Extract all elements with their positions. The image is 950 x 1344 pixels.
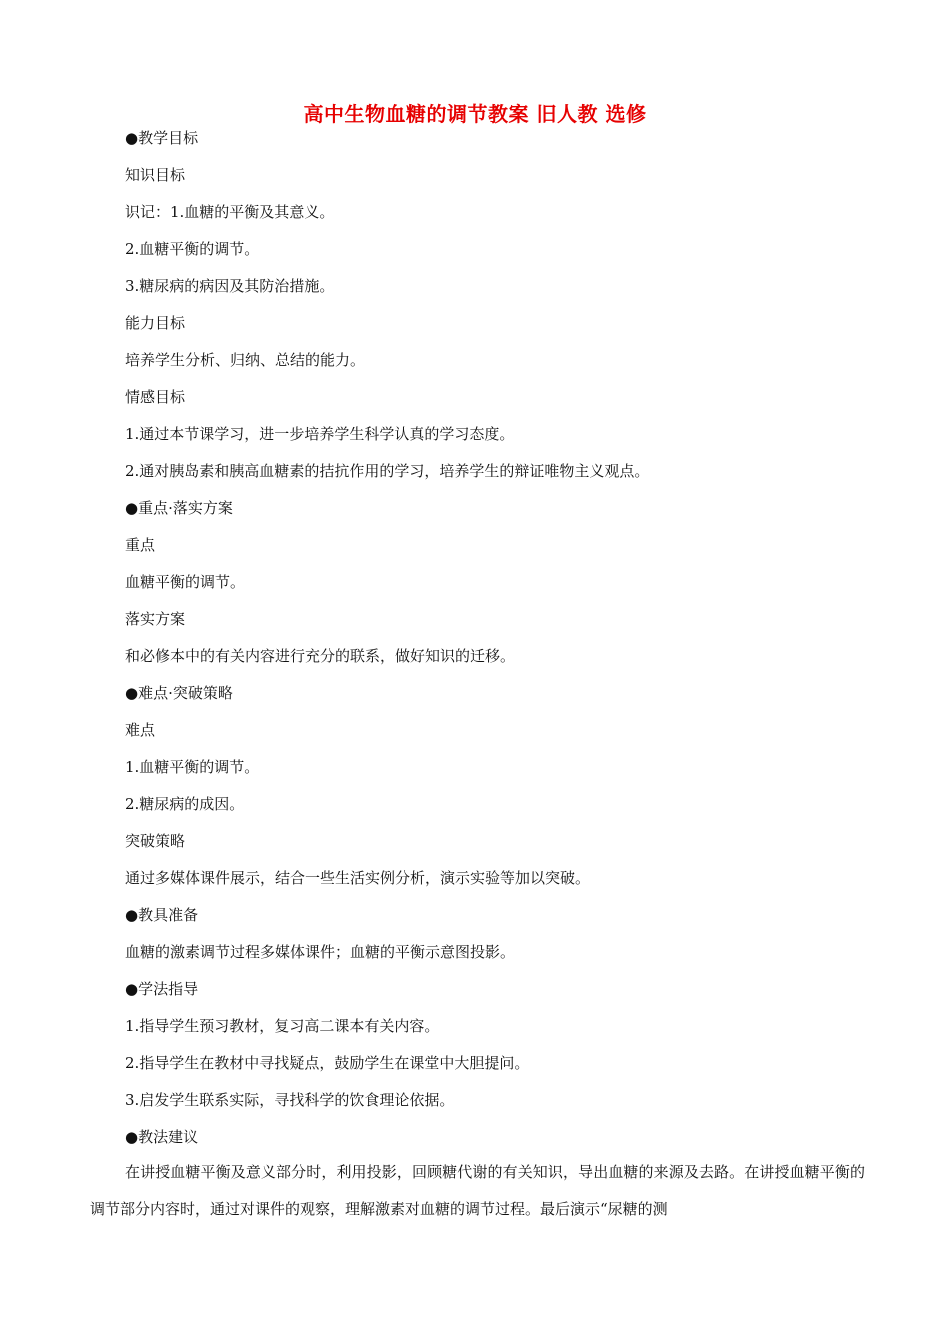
text-line: 能力目标	[125, 314, 186, 332]
text-line: 重点	[125, 536, 156, 554]
text-line: 3.启发学生联系实际，寻找科学的饮食理论依据。	[125, 1091, 455, 1109]
text-line: 通过多媒体课件展示，结合一些生活实例分析，演示实验等加以突破。	[125, 869, 591, 887]
body-paragraph: 在讲授血糖平衡及意义部分时，利用投影，回顾糖代谢的有关知识，导出血糖的来源及去路。在讲授血糖平衡的调节部分内容时，通过对课件的观察，理解激素对血糖的调节过程。最后演示“尿糖的测	[90, 1163, 865, 1218]
section-heading-teaching-suggestions: ●教法建议	[125, 1128, 199, 1146]
text-line: 1.血糖平衡的调节。	[125, 758, 260, 776]
text-line: 2.糖尿病的成因。	[125, 795, 245, 813]
text-line: 情感目标	[125, 388, 186, 406]
text-line: 2.指导学生在教材中寻找疑点，鼓励学生在课堂中大胆提问。	[125, 1054, 530, 1072]
section-heading-key-points: ●重点·落实方案	[125, 499, 233, 517]
text-line: 血糖的激素调节过程多媒体课件；血糖的平衡示意图投影。	[125, 943, 516, 961]
text-line: 难点	[125, 721, 156, 739]
text-line: 落实方案	[125, 610, 186, 628]
text-line: 识记：1.血糖的平衡及其意义。	[125, 203, 335, 221]
text-line: 1.通过本节课学习，进一步培养学生科学认真的学习态度。	[125, 425, 515, 443]
section-heading-study-guide: ●学法指导	[125, 980, 199, 998]
section-heading-difficulties: ●难点·突破策略	[125, 684, 233, 702]
text-line: 培养学生分析、归纳、总结的能力。	[125, 351, 366, 369]
text-line: 突破策略	[125, 832, 186, 850]
text-line: 3.糖尿病的病因及其防治措施。	[125, 277, 335, 295]
text-line: 和必修本中的有关内容进行充分的联系，做好知识的迁移。	[125, 647, 516, 665]
text-line: 2.血糖平衡的调节。	[125, 240, 260, 258]
text-line: 血糖平衡的调节。	[125, 573, 246, 591]
document-title: 高中生物血糖的调节教案 旧人教 选修	[303, 102, 647, 126]
text-line: 知识目标	[125, 166, 186, 184]
section-heading-teaching-aids: ●教具准备	[125, 906, 199, 924]
text-line: 1.指导学生预习教材，复习高二课本有关内容。	[125, 1017, 440, 1035]
section-heading-teaching-goals: ●教学目标	[125, 129, 199, 147]
text-line: 2.通对胰岛素和胰高血糖素的拮抗作用的学习，培养学生的辩证唯物主义观点。	[125, 462, 650, 480]
